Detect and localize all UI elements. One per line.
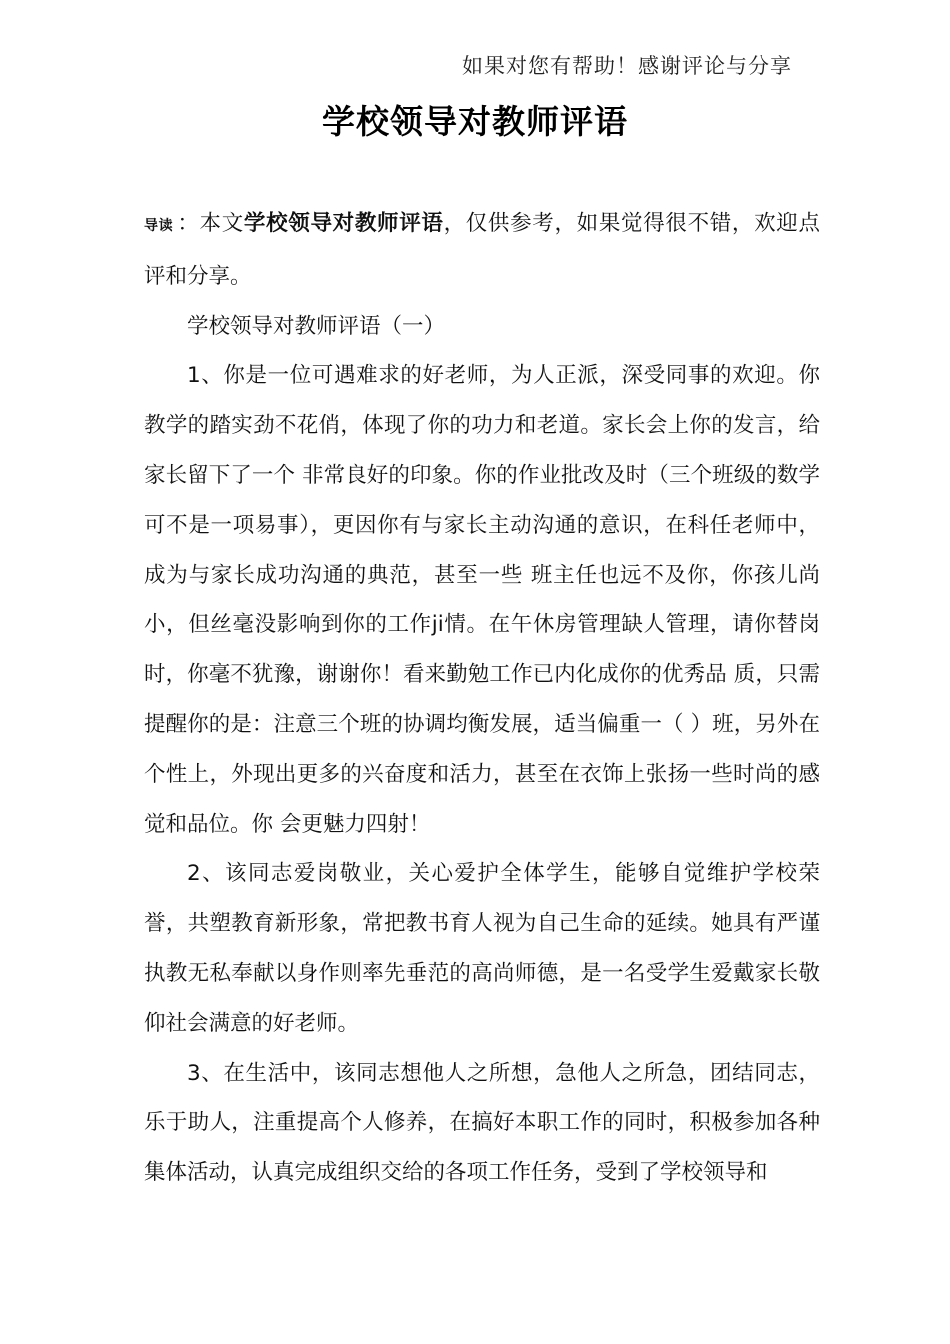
intro-paragraph	[144, 199, 820, 302]
intro-suffix: ，仅供参考，如果觉得很不错，欢迎点评和分享。	[144, 211, 820, 289]
paragraph-1: 1、你是一位可遇难求的好老师，为人正派，深受同事的欢迎。你教学的踏实劲不花俏，体现了你的功力和老道。家长会上你的发言，给家长留下了一个 非常良好的印象。你的作业批改及时（三个班级的数学可不是一项易事），更因你有与家长主动沟通的意识，在科任老师中，成为与家长成功沟通的典范，甚至一些 班主任也远不及你，你孩儿尚小，但丝毫没影响到你的工作ji情。在午休房管理缺人管理，请你替岗时，你毫不犹豫，谢谢你！看来勤勉工作已内化成你的优秀品 质，只需提醒你的是：注意三个班的协调均衡发展，适当偏重一（ ）班，另外在个性上，外现出更多的兴奋度和活力，甚至在衣饰上张扬一些时尚的感觉和品位。你 会更魅力四射！	[144, 363, 820, 837]
paragraph-3: 3、在生活中，该同志想他人之所想，急他人之所急，团结同志，乐于助人，注重提高个人修养，在搞好本职工作的同时，积极参加各种集体活动，认真完成组织交给的各项工作任务，受到了学校领导和	[144, 1060, 820, 1186]
header-note: 如果对您有帮助！感谢评论与分享	[462, 54, 792, 78]
paragraph-2: 2、该同志爱岗敬业，关心爱护全体学生，能够自觉维护学校荣誉，共塑教育新形象，常把教书育人视为自己生命的延续。她具有严谨执教无私奉献以身作则率先垂范的高尚师德，是一名受学生爱戴家长敬仰社会满意的好老师。	[144, 861, 820, 1036]
document-title: 学校领导对教师评语	[322, 102, 628, 141]
section-heading: 学校领导对教师评语（一）	[187, 313, 446, 339]
intro-bold-title: 学校领导对教师评语	[243, 211, 444, 236]
document-body	[144, 199, 820, 1198]
intro-prefix: ：本文	[177, 211, 244, 236]
intro-label: 导读	[144, 218, 174, 234]
